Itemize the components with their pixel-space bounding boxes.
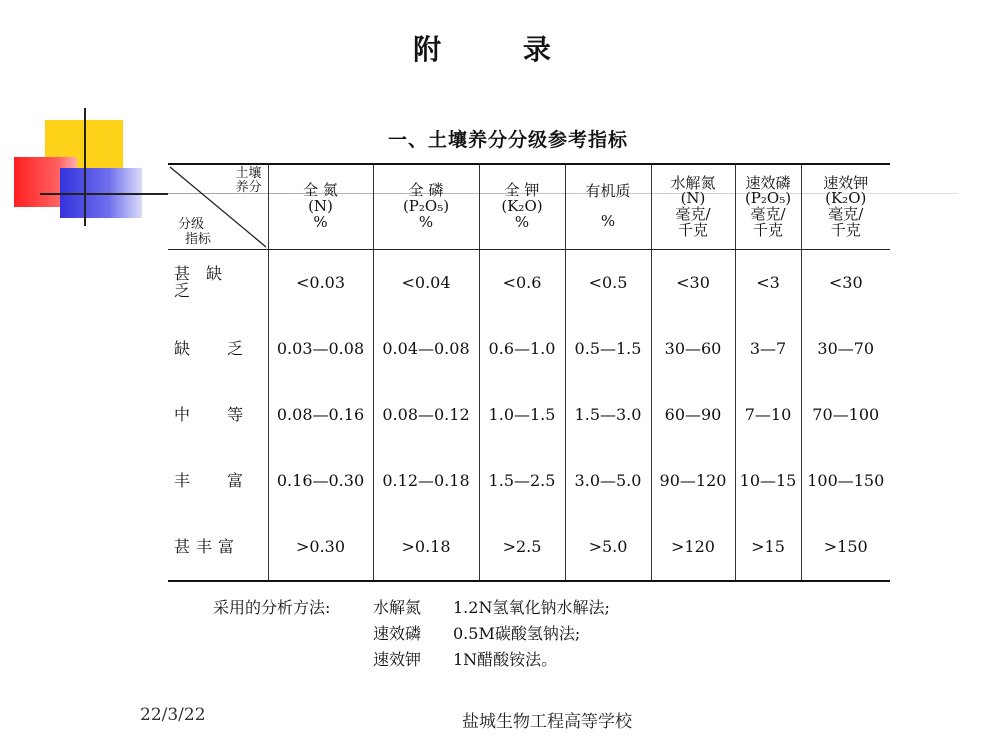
header-line: %	[418, 212, 434, 231]
method-text: 0.5M碳酸氢钠法;	[453, 624, 581, 643]
header-line: (P₂O₅)	[744, 189, 792, 208]
table-cell: 30—70	[801, 316, 890, 382]
header-line: (K₂O)	[501, 197, 543, 216]
table-row	[168, 316, 890, 382]
header-line: 千克	[752, 220, 783, 239]
row-label: 甚丰富	[174, 536, 241, 556]
header-line: (N)	[680, 189, 706, 208]
soil-nutrient-table	[168, 163, 890, 582]
table-cell: 0.08—0.16	[268, 382, 373, 448]
table-cell: 60—90	[651, 382, 735, 448]
header-line: 速效磷	[745, 173, 791, 192]
table-cell: 30—60	[651, 316, 735, 382]
table-caption: 一、土壤养分分级参考指标	[388, 129, 629, 151]
method-row	[213, 647, 610, 673]
corner-top-line: 养分	[235, 179, 262, 195]
decor-horizontal-line	[40, 193, 168, 195]
corner-top-label	[235, 167, 261, 194]
column-header-organic-matter	[565, 164, 651, 250]
footer-organization: 盐城生物工程高等学校	[462, 712, 632, 732]
table-cell: <0.04	[373, 250, 479, 317]
header-line: 全 氮	[303, 181, 338, 200]
table-cell: 3—7	[735, 316, 801, 382]
table-cell: 1.5—2.5	[479, 448, 565, 514]
analysis-methods	[213, 595, 610, 673]
table-cell: 1.5—3.0	[565, 382, 651, 448]
header-line: %	[514, 212, 530, 231]
row-label: 缺 乏	[174, 338, 260, 358]
table-cell: 0.03—0.08	[268, 316, 373, 382]
decor-vertical-line	[84, 108, 86, 226]
corner-bottom-label	[171, 218, 211, 247]
footer-date: 22/3/22	[140, 705, 206, 725]
methods-lead-spacer	[213, 621, 373, 647]
header-line: 速效钾	[823, 173, 869, 192]
corner-bottom-line: 分级	[178, 217, 205, 233]
table-row	[168, 514, 890, 581]
table-cell: 10—15	[735, 448, 801, 514]
table-cell: >15	[735, 514, 801, 581]
method-kind: 速效钾	[373, 650, 422, 669]
corner-top-line: 土壤	[235, 166, 262, 181]
header-line: (P₂O₅)	[402, 197, 450, 216]
table-cell: <0.6	[479, 250, 565, 317]
table-cell: 0.5—1.5	[565, 316, 651, 382]
table-cell: >120	[651, 514, 735, 581]
method-text: 1N醋酸铵法。	[453, 650, 558, 669]
header-line: 千克	[677, 220, 708, 239]
header-line: %	[600, 212, 616, 230]
method-kind: 水解氮	[373, 598, 422, 617]
header-line: 千克	[830, 220, 861, 239]
row-label: 丰 富	[174, 470, 260, 490]
table-cell: 1.0—1.5	[479, 382, 565, 448]
table-cell: <30	[801, 250, 890, 317]
table-cell: <0.5	[565, 250, 651, 317]
column-header-total-p	[373, 164, 479, 250]
header-line: 有机质	[585, 182, 631, 201]
method-row	[213, 595, 610, 621]
table-cell: >5.0	[565, 514, 651, 581]
table-cell: 0.6—1.0	[479, 316, 565, 382]
table-cell: <0.03	[268, 250, 373, 317]
header-line: 毫克/	[675, 205, 711, 223]
method-text: 1.2N氢氧化钠水解法;	[453, 598, 610, 617]
table-cell: <3	[735, 250, 801, 317]
row-label: 中 等	[174, 404, 260, 424]
corner-bottom-line: 指标	[185, 231, 212, 247]
table-header-row	[168, 164, 890, 250]
header-line: 水解氮	[670, 173, 716, 192]
table-cell: 0.04—0.08	[373, 316, 479, 382]
row-label: 甚缺乏	[174, 264, 239, 300]
header-line: (K₂O)	[825, 189, 867, 208]
table-corner-cell	[168, 164, 268, 250]
table-cell: 100—150	[801, 448, 890, 514]
table-cell: 90—120	[651, 448, 735, 514]
column-header-available-p	[735, 164, 801, 250]
header-line: %	[313, 212, 328, 231]
header-line: (N)	[308, 197, 333, 216]
table-cell: <30	[651, 250, 735, 317]
table-cell: >150	[801, 514, 890, 581]
methods-lead: 采用的分析方法:	[213, 598, 331, 617]
table-cell: 0.08—0.12	[373, 382, 479, 448]
header-line: 全 钾	[504, 181, 540, 200]
table-row	[168, 448, 890, 514]
table-cell: >2.5	[479, 514, 565, 581]
table-row	[168, 382, 890, 448]
header-line: 全 磷	[408, 181, 444, 200]
table-cell: 70—100	[801, 382, 890, 448]
table-cell: 7—10	[735, 382, 801, 448]
table-cell: 0.12—0.18	[373, 448, 479, 514]
method-row	[213, 621, 610, 647]
table-cell: 0.16—0.30	[268, 448, 373, 514]
table-cell: 3.0—5.0	[565, 448, 651, 514]
table-cell: >0.18	[373, 514, 479, 581]
table-row	[168, 250, 890, 317]
column-header-available-k	[801, 164, 890, 250]
slide-title: 附 录	[413, 33, 587, 66]
column-header-total-k	[479, 164, 565, 250]
table-cell: >0.30	[268, 514, 373, 581]
header-line: 毫克/	[828, 205, 864, 223]
column-header-hydrolyzable-n	[651, 164, 735, 250]
header-line: 毫克/	[750, 205, 786, 223]
methods-lead-spacer	[213, 647, 373, 673]
column-header-total-n	[268, 164, 373, 250]
method-kind: 速效磷	[373, 624, 422, 643]
